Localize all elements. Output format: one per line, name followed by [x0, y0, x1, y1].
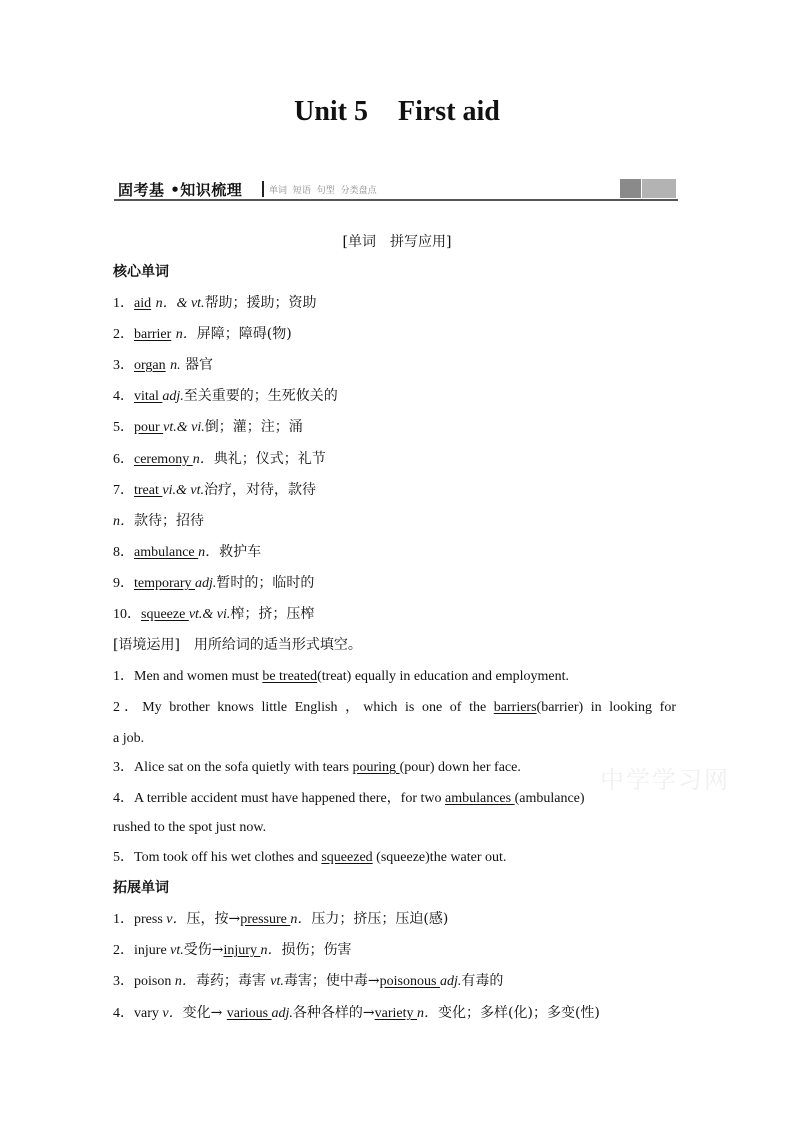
context-sentence [113, 730, 144, 748]
answer-word: various [226, 1006, 272, 1021]
core-words-heading: 核心单词 [113, 264, 169, 280]
sentence-text: 5．Tom took off his wet clothes and [113, 850, 322, 865]
banner-title: 固考基 •知识梳理 [118, 181, 243, 199]
context-sentence [113, 849, 506, 867]
core-word-item [113, 387, 338, 406]
sentence-text: 2．My brother knows little English ，which is one of the [113, 700, 494, 715]
sentence-text: rushed to the spot just now. [113, 820, 267, 835]
answer-word: barrier [134, 327, 172, 342]
extended-word-item [113, 941, 351, 960]
part-of-speech: n． [198, 545, 220, 560]
definition: 帮助；援助；资助 [204, 295, 317, 311]
definition: 损伤；伤害 [281, 942, 352, 958]
core-word-item [113, 512, 204, 531]
sentence-text: (ambulance) [514, 791, 585, 806]
definition: 变化；多样(化)；多变(性) [438, 1005, 600, 1021]
definition: 屏障；障碍(物) [196, 326, 292, 342]
core-word-item [113, 418, 303, 437]
watermark: 中学学习网 [600, 766, 730, 794]
core-word-item [113, 450, 326, 469]
definition: 毒药；毒害 [195, 973, 271, 989]
item-number: 3． [113, 358, 134, 373]
definition: 榨；挤；压榨 [230, 606, 315, 622]
definition: 至关重要的；生死攸关的 [183, 388, 338, 404]
core-word-item [113, 481, 316, 500]
base-word: 2．injure [113, 943, 171, 958]
context-sentence [113, 668, 569, 686]
context-heading [113, 636, 362, 654]
banner-subtitle: 单词 短语 句型 分类盘点 [269, 186, 377, 196]
definition: 器官 [180, 357, 214, 373]
answer-word: poisonous [379, 974, 440, 989]
definition: 受伤→ [183, 942, 224, 958]
part-of-speech: vt.& vi. [163, 420, 205, 435]
part-of-speech: n． [174, 974, 196, 989]
part-of-speech: adj. [439, 974, 462, 989]
item-number: 2． [113, 327, 134, 342]
part-of-speech: n． [290, 912, 312, 927]
answer-word: squeezed [321, 850, 373, 865]
item-number: 10． [113, 607, 141, 622]
part-of-speech: v． [166, 912, 187, 927]
part-of-speech: vt.& vi. [188, 607, 231, 622]
core-word-item [113, 356, 213, 375]
part-of-speech: n．& vt. [155, 296, 205, 311]
part-of-speech: adj. [195, 576, 217, 591]
sentence-text: 3．Alice sat on the sofa quietly with tears [113, 760, 353, 775]
definition: 毒害；使中毒→ [283, 973, 380, 989]
answer-word: aid [134, 296, 152, 311]
item-number: 4． [113, 389, 134, 404]
context-instruction: 用所给词的适当形式填空。 [179, 637, 362, 653]
context-sentence [113, 790, 585, 808]
answer-word: ceremony [134, 452, 193, 467]
sentence-text: (treat) equally in education and employment. [317, 669, 570, 684]
base-word: 1．press [113, 912, 167, 927]
base-word: 4．vary [113, 1006, 163, 1021]
context-sentence [113, 759, 521, 777]
unit-number: Unit 5 [294, 96, 368, 127]
context-sentence [113, 819, 266, 837]
part-of-speech: n． [417, 1006, 439, 1021]
definition: 压力；挤压；压迫(感) [311, 911, 449, 927]
sentence-text: (squeeze)the water out. [372, 850, 507, 865]
unit-topic: First aid [398, 96, 500, 127]
banner-dark-block [620, 179, 641, 198]
part-of-speech: vt. [170, 943, 184, 958]
part-of-speech: adj. [162, 389, 184, 404]
answer-word: organ [134, 358, 166, 373]
sentence-text: (barrier) in looking for [536, 700, 676, 715]
extended-word-item [113, 1004, 600, 1023]
definition: 变化→ [182, 1005, 227, 1021]
part-of-speech: n. [170, 358, 181, 373]
base-word: 3．poison [113, 974, 175, 989]
sentence-text: (pour) down her face. [399, 760, 521, 775]
answer-word: squeeze [141, 607, 189, 622]
answer-word: pressure [240, 912, 291, 927]
answer-word: ambulance [134, 545, 199, 560]
answer-word: treat [134, 483, 163, 498]
part-of-speech: adj. [271, 1006, 293, 1021]
extended-word-item [113, 972, 503, 991]
definition: 各种各样的→ [292, 1005, 375, 1021]
definition: 暂时的；临时的 [216, 575, 315, 591]
part-of-speech: n． [260, 943, 282, 958]
sentence-text: 4．A terrible accident must have happened there，for two [113, 791, 445, 806]
part-of-speech: v． [162, 1006, 183, 1021]
part-of-speech: vt. [270, 974, 284, 989]
core-word-item [113, 325, 292, 344]
answer-word: ambulances [445, 791, 515, 806]
definition: 治疗，对待，款待 [203, 482, 316, 498]
definition: 救护车 [219, 544, 262, 560]
item-number: 7． [113, 483, 134, 498]
answer-word: be treated [262, 669, 318, 684]
definition: 有毒的 [461, 973, 504, 989]
answer-word: temporary [134, 576, 196, 591]
answer-word: pouring [352, 760, 400, 775]
definition: 压，按→ [186, 911, 241, 927]
core-word-item [113, 574, 314, 593]
item-number: 8． [113, 545, 134, 560]
answer-word: barriers [493, 700, 537, 715]
sentence-text: a job. [113, 731, 145, 746]
definition: 款待；招待 [134, 513, 204, 529]
section-heading: [单词 拼写应用] [342, 234, 452, 250]
banner-rule [114, 199, 678, 201]
answer-word: variety [374, 1006, 418, 1021]
banner-divider [262, 181, 264, 197]
item-number: 6． [113, 452, 134, 467]
core-word-item [113, 294, 317, 313]
banner-light-block [642, 179, 676, 198]
sentence-text: 1．Men and women must [113, 669, 263, 684]
item-number: 1． [113, 296, 134, 311]
answer-word: pour [134, 420, 164, 435]
extended-word-item [113, 910, 448, 929]
part-of-speech: n． [175, 327, 197, 342]
part-of-speech: n． [113, 514, 134, 529]
item-number: 5． [113, 420, 134, 435]
page-title [0, 96, 794, 128]
part-of-speech: n． [192, 452, 214, 467]
core-word-item [113, 543, 261, 562]
context-sentence [113, 699, 676, 717]
definition: 典礼；仪式；礼节 [213, 451, 326, 467]
part-of-speech: vi.& vt. [162, 483, 204, 498]
core-word-item [113, 605, 314, 624]
answer-word: injury [223, 943, 261, 958]
answer-word: vital [134, 389, 163, 404]
context-tag: [语境运用] [113, 637, 180, 653]
item-number: 9． [113, 576, 134, 591]
extended-words-heading: 拓展单词 [113, 880, 169, 896]
section-banner [114, 178, 678, 200]
definition: 倒；灌；注；涌 [204, 419, 303, 435]
